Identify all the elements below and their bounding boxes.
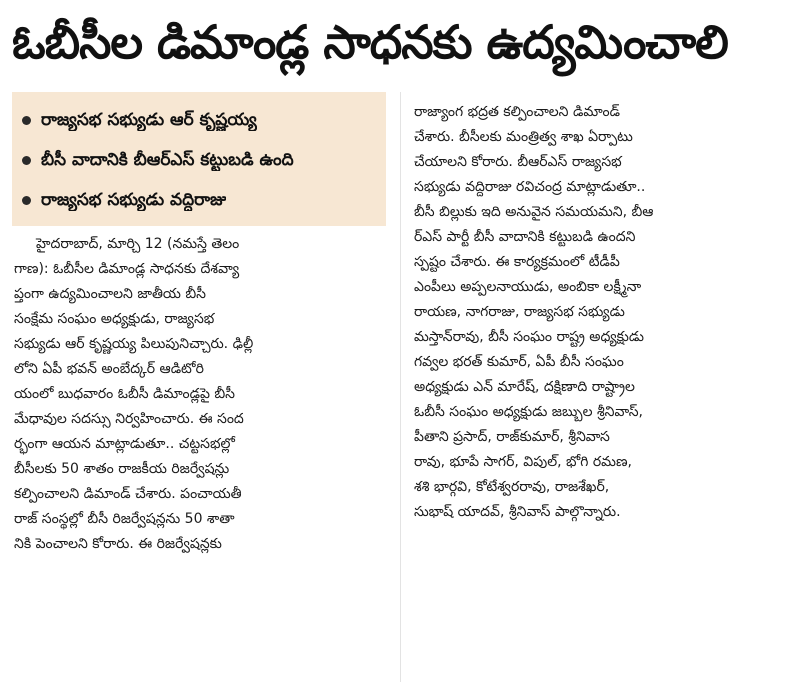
article-line: ఎంపీలు అప్పలనాయుడు, అంబికా లక్ష్మీనా [414, 279, 642, 295]
article-line: ఓబీసీ సంఘం అధ్యక్షుడు జబ్బుల శ్రీనివాస్, [414, 404, 643, 420]
article-line: ర్ఎస్ పార్టీ బీసీ వాదానికి కట్టుబడి ఉందని [414, 229, 636, 245]
bullet-icon [22, 156, 31, 165]
article-line: బీసీలకు 50 శాతం రాజకీయ రిజర్వేషన్లు [14, 461, 230, 477]
highlight-item [22, 180, 380, 220]
article-line: హైదరాబాద్, మార్చి 12 (నమస్తే తెలం [36, 236, 240, 252]
article-line: రాయణ, నాగరాజు, రాజ్యసభ సభ్యుడు [414, 304, 625, 320]
article-line: గవ్వల భరత్ కుమార్, ఏపీ బీసీ సంఘం [414, 354, 624, 370]
article-line: మేధావుల సదస్సు నిర్వహించారు. ఈ సంద [14, 411, 244, 427]
article-line: ర్భంగా ఆయన మాట్లాడుతూ.. చట్టసభల్లో [14, 436, 235, 452]
highlight-text: బీసీ వాదానికి బీఆర్ఎస్ కట్టుబడి ఉంది [41, 150, 294, 170]
column-divider [400, 92, 401, 682]
article-line: పీతాని ప్రసాద్, రాజ్‌కుమార్, శ్రీనివాస [414, 429, 610, 445]
article-line: గాణ): ఓబీసీల డిమాండ్ల సాధనకు దేశవ్యా [14, 261, 240, 277]
article-line: కల్పించాలని డిమాండ్ చేశారు. పంచాయతీ [14, 486, 242, 502]
highlight-item [22, 100, 380, 140]
highlight-text: రాజ్యసభ సభ్యుడు ఆర్ కృష్ణయ్య [41, 110, 257, 130]
article-line: మస్తాన్‌రావు, బీసీ సంఘం రాష్ట్ర అధ్యక్షుడు [414, 329, 645, 345]
headline: ఓబీసీల డిమాండ్ల సాధనకు ఉద్యమించాలి [12, 15, 728, 69]
article-line: చేయాలని కోరారు. బీఆర్ఎస్ రాజ్యసభ [414, 154, 622, 170]
article-line: లోని ఏపీ భవన్ అంబేద్కర్ ఆడిటోరి [14, 361, 204, 377]
article-line: నికి పెంచాలని కోరారు. ఈ రిజర్వేషన్లకు [14, 536, 222, 552]
article-line: సభ్యుడు వద్దిరాజు రవిచంద్ర మాట్లాడుతూ.. [414, 179, 646, 195]
article-line: రావు, భూపే సాగర్, విపుల్, భోగి రమణ, [414, 454, 632, 470]
article-line: యంలో బుధవారం ఓబీసీ డిమాండ్లపై బీసీ [14, 386, 236, 402]
article-line: ప్తంగా ఉద్యమించాలని జాతీయ బీసీ [14, 286, 206, 302]
article-column-right [414, 100, 786, 525]
article-column-left [14, 232, 388, 557]
bullet-icon [22, 116, 31, 125]
article-line: సుభాష్ యాదవ్, శ్రీనివాస్ పాల్గొన్నారు. [414, 504, 621, 520]
article-line: శశి భార్గవి, కోటేశ్వరరావు, రాజశేఖర్, [414, 479, 610, 495]
highlight-text: రాజ్యసభ సభ్యుడు వద్దిరాజు [41, 190, 227, 210]
article-line: స్పష్టం చేశారు. ఈ కార్యక్రమంలో టీడీపీ [414, 254, 620, 270]
article-line: రాజ్యాంగ భద్రత కల్పించాలని డిమాండ్ [414, 104, 620, 120]
article-line: సభ్యుడు ఆర్ కృష్ణయ్య పిలుపునిచ్చారు. ఢిల్లీ [14, 336, 254, 352]
highlight-item [22, 140, 380, 180]
article-line: రాజ్ సంస్థల్లో బీసీ రిజర్వేషన్లను 50 శాతా [14, 511, 235, 527]
article-line: అధ్యక్షుడు ఎన్ మారేష్, దక్షిణాది రాష్ట్రాల [414, 379, 635, 395]
article-line: సంక్షేమ సంఘం అధ్యక్షుడు, రాజ్యసభ [14, 311, 215, 327]
highlights-box [12, 92, 386, 226]
article-line: బీసీ బిల్లుకు ఇది అనువైన సమయమని, బీఆ [414, 204, 654, 220]
article-line: చేశారు. బీసీలకు మంత్రిత్వ శాఖ ఏర్పాటు [414, 129, 633, 145]
bullet-icon [22, 196, 31, 205]
